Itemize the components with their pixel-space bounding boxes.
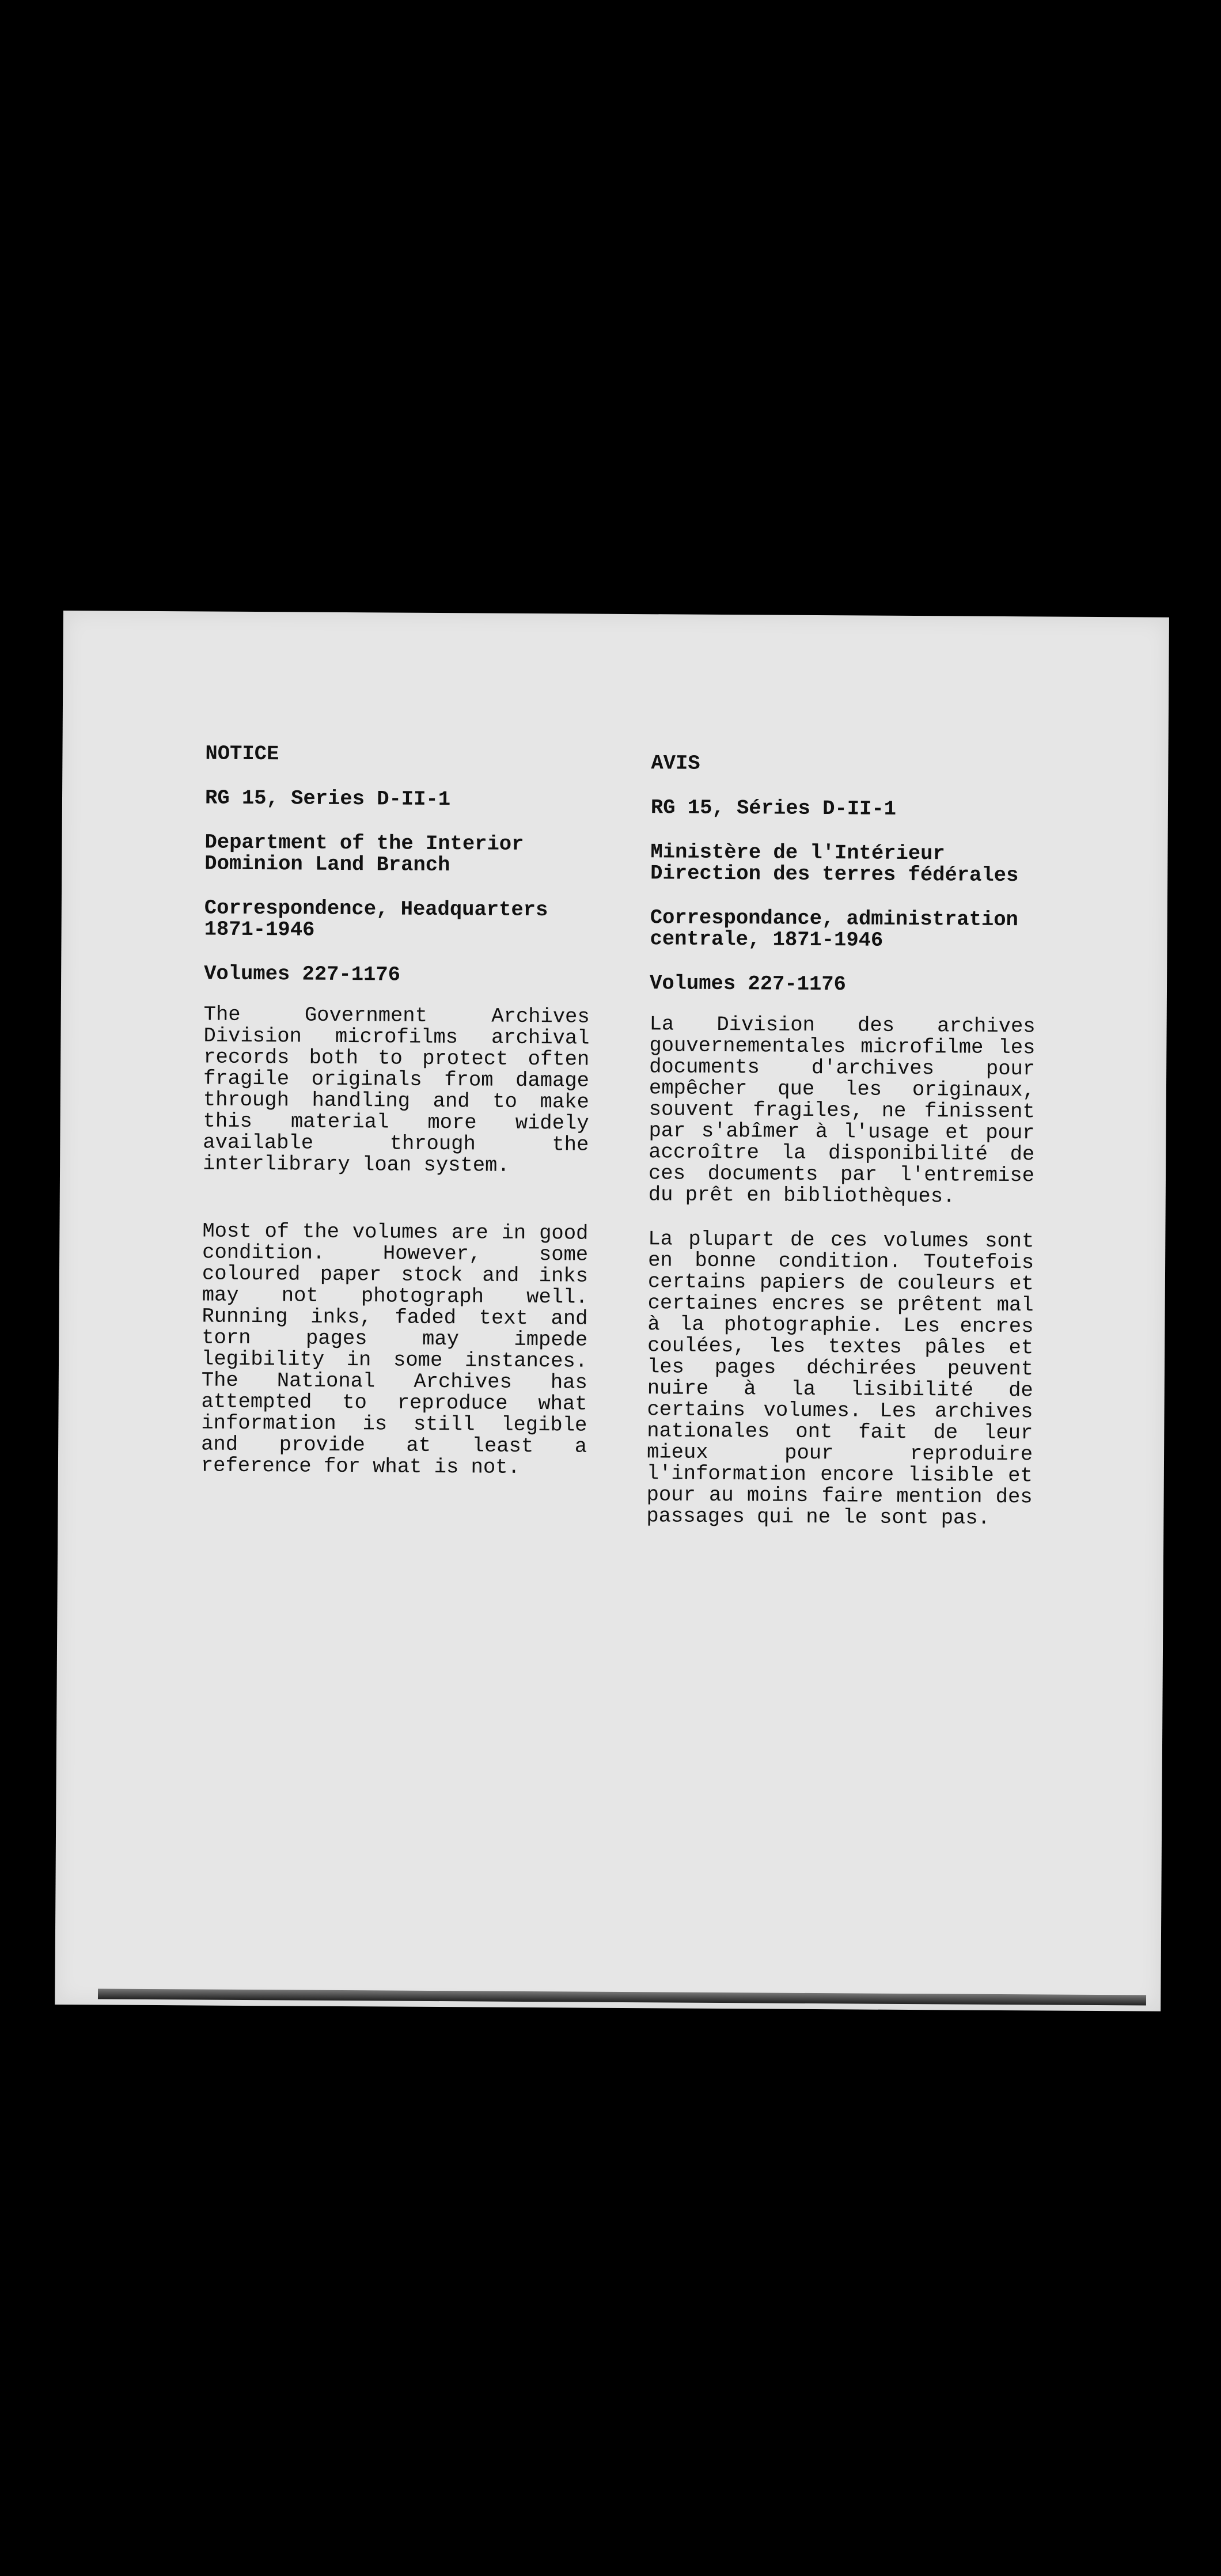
- date-range: 1871-1946: [204, 917, 315, 942]
- department-block-fr: [650, 841, 1036, 886]
- microfilm-paragraph: The Government Archives Division microfilms archival records both to protect often fragile originals from damage through handling and to make this material more widely available through the interlibrary loan system.: [203, 1002, 590, 1177]
- microfilm-paragraph-fr: La Division des archives gouvernementales microfilme les documents d'archives pour empêcher que les originaux, souvent fragiles, ne finissent par s'abîmer à l'usage et pour accroître la disponibilité de ces documents par l'entremise du prêt en bibliothèques.: [648, 1012, 1036, 1209]
- branch-name-fr: Direction des terres fédérales: [650, 861, 1019, 888]
- department-name: Department of the Interior: [204, 830, 524, 856]
- correspondence-title: Correspondence, Headquarters: [204, 896, 548, 922]
- series-reference: RG 15, Series D-II-1: [204, 786, 451, 812]
- condition-paragraph: Most of the volumes are in good condition. However, some coloured paper stock and inks may not photograph well. Running inks, faded text and torn pages may impede legibility in some instances. The National Archives has attempted to reproduce what information is still legible and provide at least a reference for what is not.: [200, 1219, 589, 1479]
- avis-heading: AVIS: [651, 751, 700, 775]
- date-range-fr: centrale, 1871-1946: [650, 927, 883, 952]
- volumes-range: Volumes 227-1176: [204, 961, 401, 987]
- french-column: [646, 752, 1037, 1552]
- correspondence-block-fr: [650, 907, 1036, 952]
- department-name-fr: Ministère de l'Intérieur: [650, 840, 945, 866]
- condition-paragraph-fr: La plupart de ces volumes sont en bonne condition. Toutefois certains papiers de couleurs et certaines encres se prêtent mal à la photographie. Les encres coulées, les textes pâles et les pages déchirées peuvent nuire à la lisibilité de certains volumes. Les archives nationales ont fait de leur mieux pour reproduire l'information encore lisible et pour au moins faire mention des passages qui ne le sont pas.: [646, 1227, 1034, 1530]
- volumes-range-fr: Volumes 227-1176: [649, 971, 847, 997]
- correspondence-block: [204, 897, 590, 942]
- branch-name: Dominion Land Branch: [204, 851, 450, 877]
- notice-heading: NOTICE: [205, 741, 279, 766]
- english-column: [201, 743, 591, 1502]
- department-block: [204, 832, 590, 877]
- document-page: [55, 611, 1169, 2011]
- series-reference-fr: RG 15, Séries D-II-1: [650, 795, 897, 821]
- correspondence-title-fr: Correspondance, administration: [650, 906, 1018, 932]
